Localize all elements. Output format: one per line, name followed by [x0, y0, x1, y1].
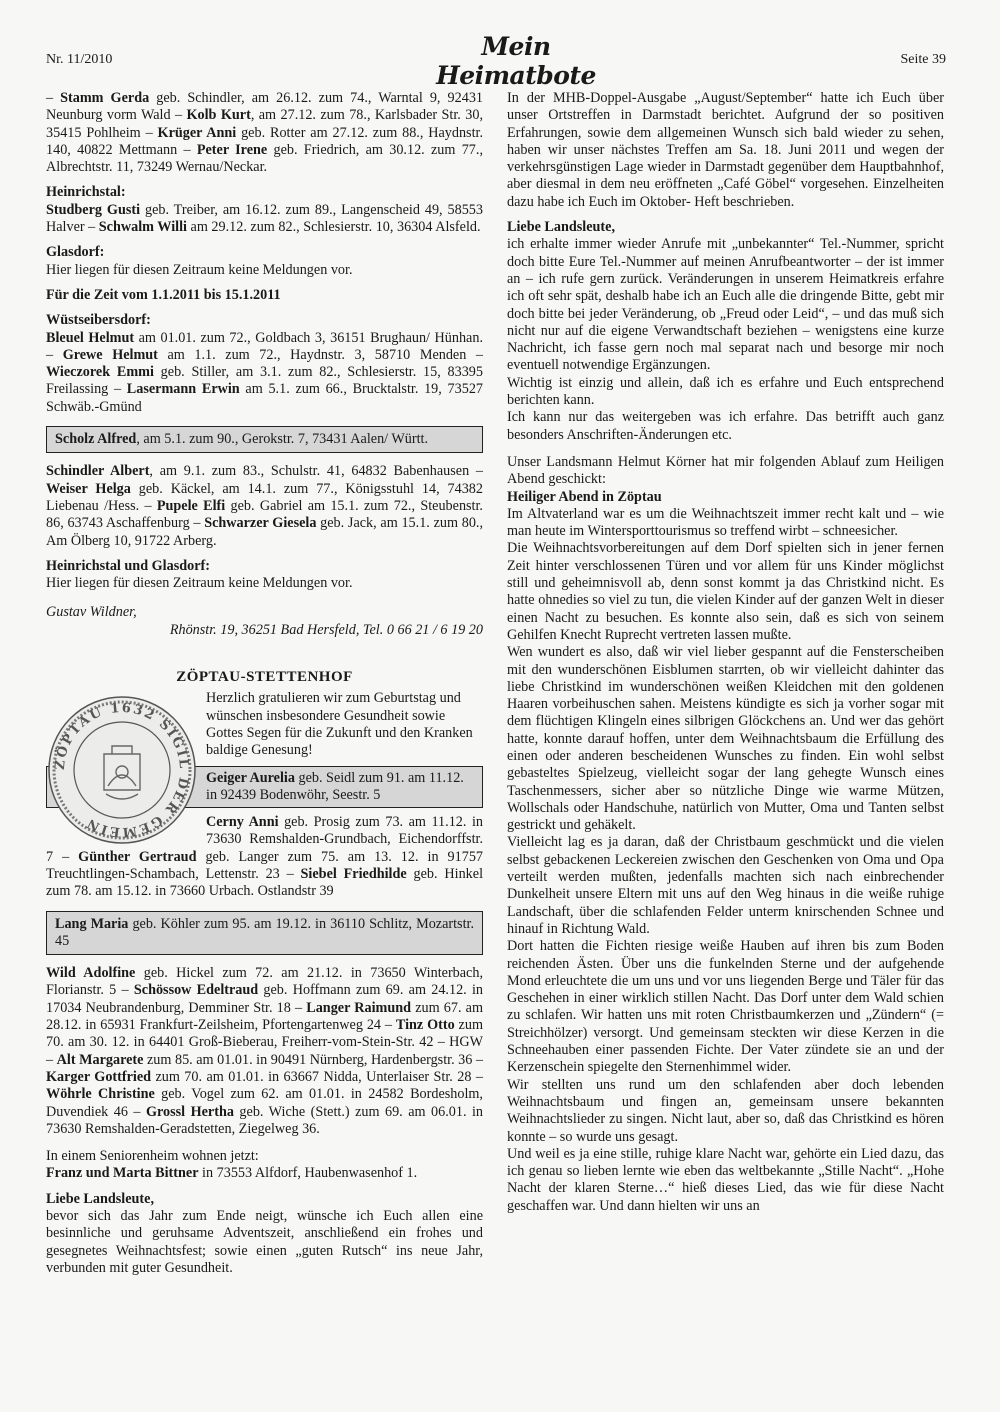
entry-text: , am 9.1. zum 83., Schulstr. 41, 64832 Babenhausen – — [149, 463, 483, 480]
entry-text: , am 5.1. zum 90., Gerokstr. 7, 73431 Aalen/ Württ. — [136, 431, 429, 448]
person-name: Lang Maria — [55, 915, 129, 932]
birthday-list-wuestseibersdorf — [46, 330, 483, 416]
entry-text: zum 70. am 30. 12. in 64401 Groß-Bieberau, Freiherr-vom-Stein-Str. 42 – HGW – — [46, 1017, 483, 1068]
person-name: Weiser Helga — [46, 480, 131, 497]
story-paragraph-1: Im Altvaterland war es um die Weihnachtszeit immer recht kalt und – wie man heute im Wintersporttourismus so treffend wirbt – schneesicher. — [507, 505, 944, 540]
entry-text: zum 70. am 01.01. in 63667 Nidda, Unterlaiser Str. 28 – — [151, 1068, 483, 1085]
entry-text: geb. Stiller, am 3.1. zum 82., Schlesierstr. 15, 83395 Freilassing – — [46, 364, 483, 398]
entry-text: geb. Wiche (Stett.) zum 69. am 06.01. in 73630 Remshalden-Geradstetten, Ziegelweg 36. — [46, 1103, 483, 1137]
highlight-box-scholz — [46, 426, 483, 453]
person-name: Stamm Gerda — [60, 90, 150, 106]
highlight-text-scholz — [55, 431, 474, 448]
heading-heinrichstal-glasdorf: Heinrichstal und Glasdorf: — [46, 557, 210, 574]
entry-text: am 1.1. zum 72., Haydnstr. 3, 58710 Menden – — [157, 346, 484, 363]
seal-ring-text: ZÖPTAU 1632 SIGIL DER GEMEIN — [52, 701, 192, 840]
entry-text: geb. Käckel, am 14.1. zum 77., Königsstuhl 14, 74382 Liebenau /Hess. – — [46, 480, 483, 514]
heading-liebe-landsleute-left: Liebe Landsleute, — [46, 1190, 154, 1207]
entry-text: geb. Langer zum 75. am 13. 12. in 91757 Treuchtlingen-Schambach, Lettenstr. 23 – — [46, 848, 484, 882]
entry-text: geb. Schindler, am 26.12. zum 74., Warntal 9, 92431 Neunburg vorm Wald – — [46, 90, 484, 124]
issue-number: Nr. 11/2010 — [46, 52, 113, 67]
person-name: Peter Irene — [196, 141, 268, 158]
person-name: Langer Raimund — [306, 999, 412, 1016]
address-changes-note: Ich kann nur das weitergeben was ich erfahre. Das betrifft auch ganz besonders Anschriften-Änderungen etc. — [507, 409, 944, 443]
story-paragraph-6: Wir stellten uns rund um den schlafenden aber doch lebenden Weihnachtsbaum und fingen an, gemeinsam unsere bekannten Weihnachtslieder zu singen. Nicht laut, aber so, daß das Christkind es hören konnte – so wurde uns gesagt. — [507, 1076, 944, 1145]
person-name: Grewe Helmut — [62, 346, 158, 363]
person-name: Studberg Gusti — [46, 201, 141, 218]
story-paragraph-7: Und weil es ja eine stille, ruhige klare Nacht war, gehörte ein Lied dazu, das ich genau so lieben lernte wie eben das weltbekannte „Stille Nacht“. „Hohe Nacht der klaren Sterne…“ hieß dieses Lied, das wie für diese Nacht geschaffen war. Und dann hielten wir uns an — [507, 1145, 944, 1214]
entry-text: geb. Friedrich, am 30.12. zum 77., Albrechtstr. 11, 73249 Wernau/Neckar. — [46, 141, 483, 176]
section-title-zoeptau: ZÖPTAU-STETTENHOF — [176, 669, 353, 686]
birthday-list-stettenhof-cont — [46, 90, 483, 176]
person-name: Franz und Marta Bittner — [46, 1165, 199, 1182]
no-entries-glasdorf: Hier liegen für diesen Zeitraum keine Meldungen vor. — [46, 261, 353, 278]
highlight-box-lang — [46, 911, 483, 956]
person-name: Kolb Kurt — [186, 107, 251, 124]
heading-glasdorf: Glasdorf: — [46, 244, 105, 261]
no-entries-both: Hier liegen für diesen Zeitraum keine Meldungen vor. — [46, 575, 353, 592]
entry-text: am 29.12. zum 82., Schlesierstr. 10, 36304 Alsfeld. — [186, 219, 481, 236]
entry-text: zum 67. am 28.12. in 65931 Frankfurt-Zeilsheim, Pfortengartenweg 24 – — [46, 999, 483, 1034]
person-name: Wild Adolfine — [46, 965, 136, 982]
senior-home-names — [46, 1165, 483, 1182]
person-name: Wieczorek Emmi — [46, 364, 154, 381]
heading-wuestseibersdorf: Wüstseibersdorf: — [46, 312, 151, 329]
entry-text: geb. Hoffmann zum 69. am 24.12. in 17034 Neubrandenburg, Demminer Str. 18 – — [46, 982, 483, 1016]
entry-text: geb. Rotter am 27.12. zum 88., Haydnstr. 140, 40822 Mettmann – — [46, 124, 484, 158]
person-name: Scholz Alfred — [55, 431, 137, 448]
person-name: Bleuel Helmut — [46, 329, 135, 346]
person-name: Schindler Albert — [46, 463, 150, 480]
person-name: Pupele Elfi — [156, 497, 226, 514]
story-paragraph-4: Vielleicht lag es ja daran, daß der Christbaum geschmückt und die vielen selbst gebackenen Leckereien zwischen den Geschenken von Oma und Opa verteilt werden mußten, jedenfalls machten sich nach einbrechender Dunkelheit unsere Eltern mit uns auf den Weg hinaus in die weiße ruhige Landschaft, über die schlafenden Felder unterm knirschenden Schnee und hinauf in Richtung Wald. — [507, 834, 944, 937]
seal-icon — [46, 694, 198, 846]
left-column — [46, 90, 483, 1277]
greeting-text: Herzlich gratulieren wir zum Geburtstag und wünschen insbesondere Gesundheit sowie Gottes Segen für die Zukunft und den Kranken baldige Genesung! — [206, 690, 473, 759]
importance-note: Wichtig ist einzig und allein, daß ich es erfahre und Euch entsprechend berichten kann. — [507, 374, 944, 409]
seal-emblem — [46, 694, 198, 846]
story-paragraph-5: Dort hatten die Fichten riesige weiße Hauben auf ihren bis zum Boden reichenden Ästen. Über uns die funkelnden Sterne und der aufgehende Mond erleuchtete die um uns und vor uns liegenden Berge und Täler für das Geschehen in einer wirklich stillen Nacht. Das Dorf unter dem Wald schien zu schlafen. Wir hatten uns mit roten Christbaumkerzen und „Zündern“ (= Streichhölzer) versorgt. Und gemeinsam steckten wir diese Kerzen in die Schneehauben einer passenden Fichte. Der Vater zündete sie an und der Kerzenschein spiegelte den Sternenhimmel wider. — [507, 938, 944, 1076]
birthday-list-heinrichstal — [46, 202, 483, 237]
person-name: Siebel Friedhilde — [300, 865, 407, 882]
entry-text: geb. Treiber, am 16.12. zum 89., Langenscheid 49, 58553 Halver – — [46, 201, 483, 236]
entry-text: am 01.01. zum 72., Goldbach 3, 36151 Brughaun/ Hünhan. – — [46, 329, 483, 363]
person-name: Krüger Anni — [157, 124, 237, 141]
person-name: Wöhrle Christine — [46, 1086, 155, 1103]
story-intro: Unser Landsmann Helmut Körner hat mir folgenden Ablauf zum Heiligen Abend geschickt: — [507, 453, 944, 488]
entry-text: in 73553 Alfdorf, Haubenwasenhof 1. — [198, 1165, 418, 1182]
right-column — [507, 90, 944, 1215]
page-header — [46, 32, 946, 90]
entry-text: , am 27.12. zum 78., Karlsbader Str. 30, 35415 Pohlheim – — [46, 107, 483, 141]
person-name: Schwalm Willi — [98, 219, 187, 236]
highlight-text-lang — [55, 916, 474, 951]
person-name: Karger Gottfried — [46, 1068, 152, 1085]
person-name: Schössow Edeltraud — [133, 982, 259, 999]
birthday-list-zoeptau-2 — [46, 965, 483, 1138]
entry-text: geb. Hickel zum 72. am 21.12. in 73650 Winterbach, Florianstr. 5 – — [46, 965, 483, 999]
entry-text: am 5.1. zum 66., Brucktalstr. 19, 73527 Schwäb.-Gmünd — [46, 381, 484, 415]
story-paragraph-3: Wen wundert es also, daß wir viel lieber gespannt auf die Fensterscheiben mit den wunderschönen Eisblumen starrten, ob wir vielleicht dahinter das liebe Christkind im wunderschönen weißen Kleidchen mit den goldenen Haaren vorbeihuschen sahen. Meistens kündigte es sich ja vorher sogar mit dem flüchtigen Klingeln eines silbrigen Glöckchens an. Und wer das gehört hatte, konnte darauf hoffen, unter dem Weihnachtsbaum die Erfüllung des einen oder anderen bescheidenen Wunsches zu finden. Ein wohl selbst gebasteltes Spielzeug, vielleicht sogar der lang gehegte Wunsch eines Taschenmessers, sicher aber so nützliche Dinge wie warme Mützen, Wollschals oder Handschuhe, natürlich von Mutter, Oma und Tanten selbst gestrickt und gehäkelt. — [507, 644, 944, 834]
entry-text: geb. Hinkel zum 78. am 15.12. in 73660 Urbach. Ostlandstr 39 — [46, 865, 484, 900]
person-name: Günther Gertraud — [78, 848, 197, 865]
entry-text: geb. Jack, am 15.1. zum 80., Am Ölberg 10, 91722 Arberg. — [46, 515, 484, 549]
masthead-logo: Mein Heimatbote — [436, 32, 596, 90]
entry-text: geb. Köhler zum 95. am 19.12. in 36110 Schlitz, Mozartstr. 45 — [55, 915, 474, 949]
entry-text: geb. Vogel zum 62. am 01.01. in 24582 Bordesholm, Duvendiek 46 – — [46, 1086, 483, 1120]
birthday-list-wuest-2 — [46, 463, 483, 549]
person-name: Lasermann Erwin — [126, 381, 240, 398]
heading-period: Für die Zeit vom 1.1.2011 bis 15.1.2011 — [46, 286, 281, 303]
meeting-report: In der MHB-Doppel-Ausgabe „August/September“ hatte ich Euch über unser Ortstreffen in Darmstadt berichtet. Aufgrund der so positiven Erfahrungen, sowie dem allgemeinen Wunsch sich bald wieder zu sehen, haben wir unser nächstes Treffen am Sa. 18. Juni 2011 und wegen der verkehrsgünstigen Lage wieder in Darmstadt gegenüber dem Hauptbahnhof, aber diesmal in dem neu eröffneten „Café Göbel“ vorgesehen. Einzelheiten dazu habe ich Euch im Oktober- Heft beschrieben. — [507, 90, 944, 210]
entry-text: zum 85. am 01.01. in 90491 Nürnberg, Hardenbergstr. 36 – — [143, 1051, 484, 1068]
signature-address: Rhönstr. 19, 36251 Bad Hersfeld, Tel. 0 66 21 / 6 19 20 — [169, 621, 483, 638]
phone-request: ich erhalte immer wieder Anrufe mit „unbekannter“ Tel.-Nummer, spricht doch bitte Eure Tel.-Nummer auf meinen Anrufbeantworter – der ist immer an – ich rufe gern zurück. Veränderungen in unserem Heimatkreis erfahre ich oft sehr spät, deshalb habe ich an Euch alle die dringende Bitte, gebt mir doch bitte bei jeder Veränderung, ob „Freud oder Leid“, – und das muß sich nicht nur auf die eigene Verwandtschaft beziehen – wenigstens eine kurze Nachricht, ich fasse gern noch mal separat nach und besorge mir noch eventuell notwendige Ergänzungen. — [507, 236, 944, 374]
signature-name: Gustav Wildner, — [46, 604, 137, 621]
person-name: Tinz Otto — [395, 1017, 455, 1034]
heading-liebe-landsleute-right: Liebe Landsleute, — [507, 219, 615, 236]
entry-text: geb. Gabriel am 15.1. zum 72., Steubenstr. 86, 63743 Aschaffenburg – — [46, 497, 483, 532]
entry-text: geb. Seidl zum 91. am 11.12. in 92439 Bodenwöhr, Seestr. 5 — [206, 769, 464, 803]
person-name: Geiger Aurelia — [206, 769, 295, 786]
person-name: Alt Margarete — [56, 1051, 144, 1068]
senior-home-intro: In einem Seniorenheim wohnen jetzt: — [46, 1148, 259, 1165]
closing-wishes: bevor sich das Jahr zum Ende neigt, wünsche ich Euch allen eine besinnliche und geruhsame Adventszeit, anschließend ein frohes und gesegnetes Weihnachtsfest; sowie einen „guten Rutsch“ ins neue Jahr, verbunden mit guter Gesundheit. — [46, 1208, 483, 1276]
person-name: Grossl Hertha — [145, 1103, 234, 1120]
story-paragraph-2: Die Weihnachtsvorbereitungen auf dem Dorf spielten sich in jener fernen Zeit hinter verschlossenen Türen und vor allem für uns Kinder möglichst still und geheimnisvoll ab, denn sonst kommt ja das Christkind nicht. Es hatte ohnedies so viel zu tun, die vielen Kinder auf der ganzen Welt in dieser einen Nacht zu besuchen. Es konnte also sein, daß es sich von seinem Gehilfen Knecht Ruprecht vertreten lassen mußte. — [507, 540, 944, 643]
entry-text: geb. Prosig zum 73. am 11.12. in 73630 Remshalden-Grundbach, Eichendorffstr. 7 – — [46, 814, 483, 865]
heading-heinrichstal: Heinrichstal: — [46, 184, 126, 201]
person-name: Schwarzer Giesela — [204, 515, 317, 532]
person-name: Cerny Anni — [206, 814, 279, 831]
entry-text: – — [46, 90, 61, 106]
heading-heiliger-abend: Heiliger Abend in Zöptau — [507, 488, 662, 505]
page-number: Seite 39 — [900, 52, 946, 67]
